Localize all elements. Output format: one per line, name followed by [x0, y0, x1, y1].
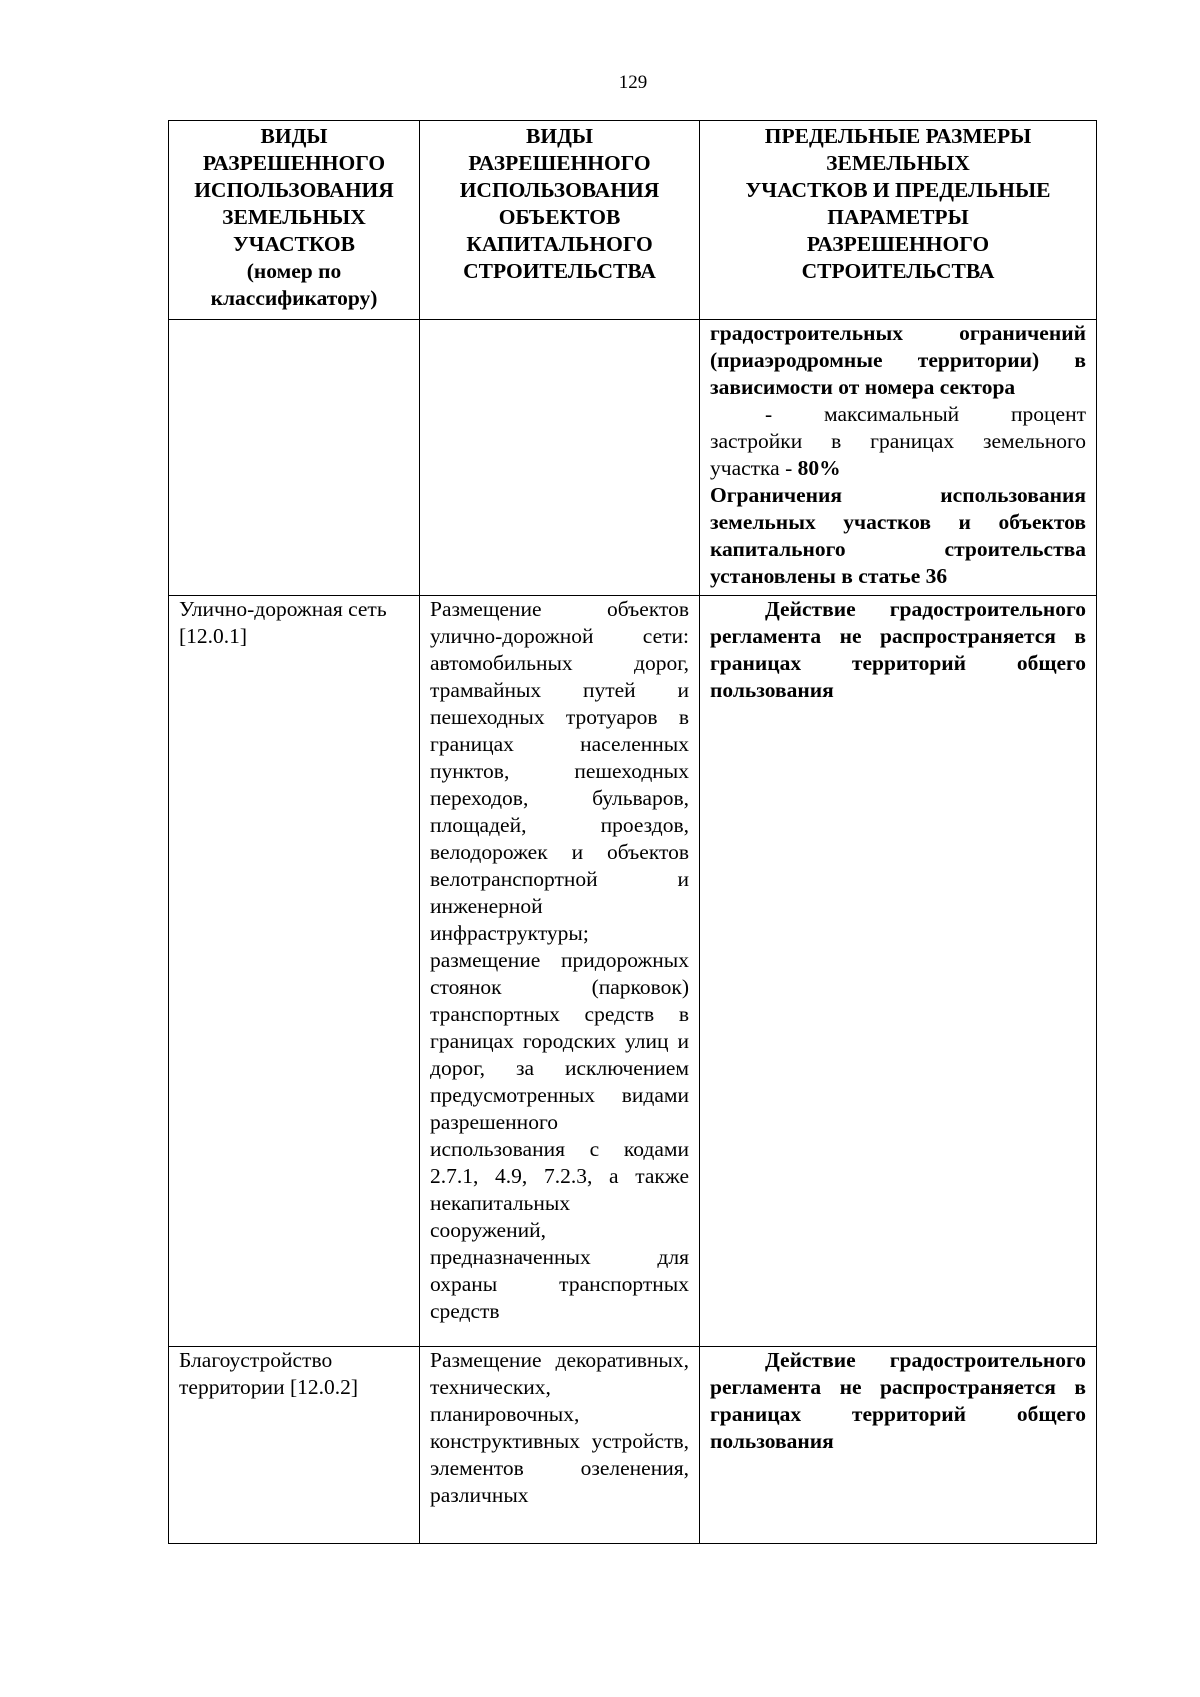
header-line: УЧАСТКОВ: [233, 232, 355, 256]
table-cell-parameters: [700, 320, 1097, 596]
header-line: РАЗРЕШЕННОГО: [202, 151, 386, 175]
header-line: РАЗРЕШЕННОГО: [468, 151, 651, 175]
header-line: СТРОИТЕЛЬСТВА: [463, 259, 656, 283]
header-line: ЗЕМЕЛЬНЫХ: [826, 151, 970, 175]
restriction-zone-text: градостроительных ограничений (приаэродромные территории) в зависимости от номера сектора: [710, 321, 1086, 399]
header-line: (номер по: [246, 259, 342, 283]
header-construction-use-types: [420, 121, 700, 320]
header-line: классификатору): [210, 286, 378, 310]
header-land-use-types: [169, 121, 420, 320]
header-line: ПАРАМЕТРЫ: [827, 205, 969, 229]
max-coverage-value: 80%: [797, 456, 841, 480]
header-line: ИСПОЛЬЗОВАНИЯ: [194, 178, 394, 202]
header-line: УЧАСТКОВ И ПРЕДЕЛЬНЫЕ: [745, 178, 1051, 202]
table-row: [169, 1347, 1097, 1544]
table-cell-land-use: Благоустройство территории [12.0.2]: [169, 1347, 420, 1544]
header-line: ОБЪЕКТОВ: [498, 205, 621, 229]
header-line: ИСПОЛЬЗОВАНИЯ: [459, 178, 660, 202]
regulation-table: [168, 120, 1097, 1544]
header-line: ВИДЫ: [260, 124, 328, 148]
table-header-row: [169, 121, 1097, 320]
table-cell-empty: [420, 320, 700, 596]
header-line: ПРЕДЕЛЬНЫЕ РАЗМЕРЫ: [764, 124, 1032, 148]
table-cell-construction-use: Размещение декоративных, технических, планировочных, конструктивных устройств, элементов озеленения, различных: [420, 1347, 700, 1544]
table-row: [169, 596, 1097, 1347]
table-cell-construction-use: Размещение объектов улично-дорожной сети: автомобильных дорог, трамвайных путей и пешеходных тротуаров в границах населенных пунктов, пешеходных переходов, бульваров, площадей, проездов, велодорожек и объектов велотранспортной и инженерной инфраструктуры; размещение придорожных стоянок (парковок) транспортных средств в границах городских улиц и дорог, за исключением предусмотренных видами разрешенного использования с кодами 2.7.1, 4.9, 7.2.3, а также некапитальных сооружений, предназначенных для охраны транспортных средств: [420, 596, 700, 1347]
max-coverage-label: - максимальный процент застройки в границах земельного участка -: [710, 402, 1086, 480]
header-limit-parameters: [700, 121, 1097, 320]
header-line: ЗЕМЕЛЬНЫХ: [222, 205, 366, 229]
table-cell-parameters: Действие градостроительного регламента не распространяется в границах территорий общего пользования: [700, 1347, 1097, 1544]
header-line: КАПИТАЛЬНОГО: [466, 232, 653, 256]
header-line: ВИДЫ: [526, 124, 593, 148]
table-cell-empty: [169, 320, 420, 596]
max-coverage-text: [710, 401, 1086, 482]
table-row: [169, 320, 1097, 596]
header-line: СТРОИТЕЛЬСТВА: [801, 259, 995, 283]
restrictions-reference-text: Ограничения использования земельных участков и объектов капитального строительства установлены в статье 36: [710, 483, 1086, 588]
page-number: 129: [618, 72, 648, 93]
table-cell-land-use: Улично-дорожная сеть [12.0.1]: [169, 596, 420, 1347]
header-line: РАЗРЕШЕННОГО: [806, 232, 990, 256]
table-cell-parameters: Действие градостроительного регламента не распространяется в границах территорий общего пользования: [700, 596, 1097, 1347]
